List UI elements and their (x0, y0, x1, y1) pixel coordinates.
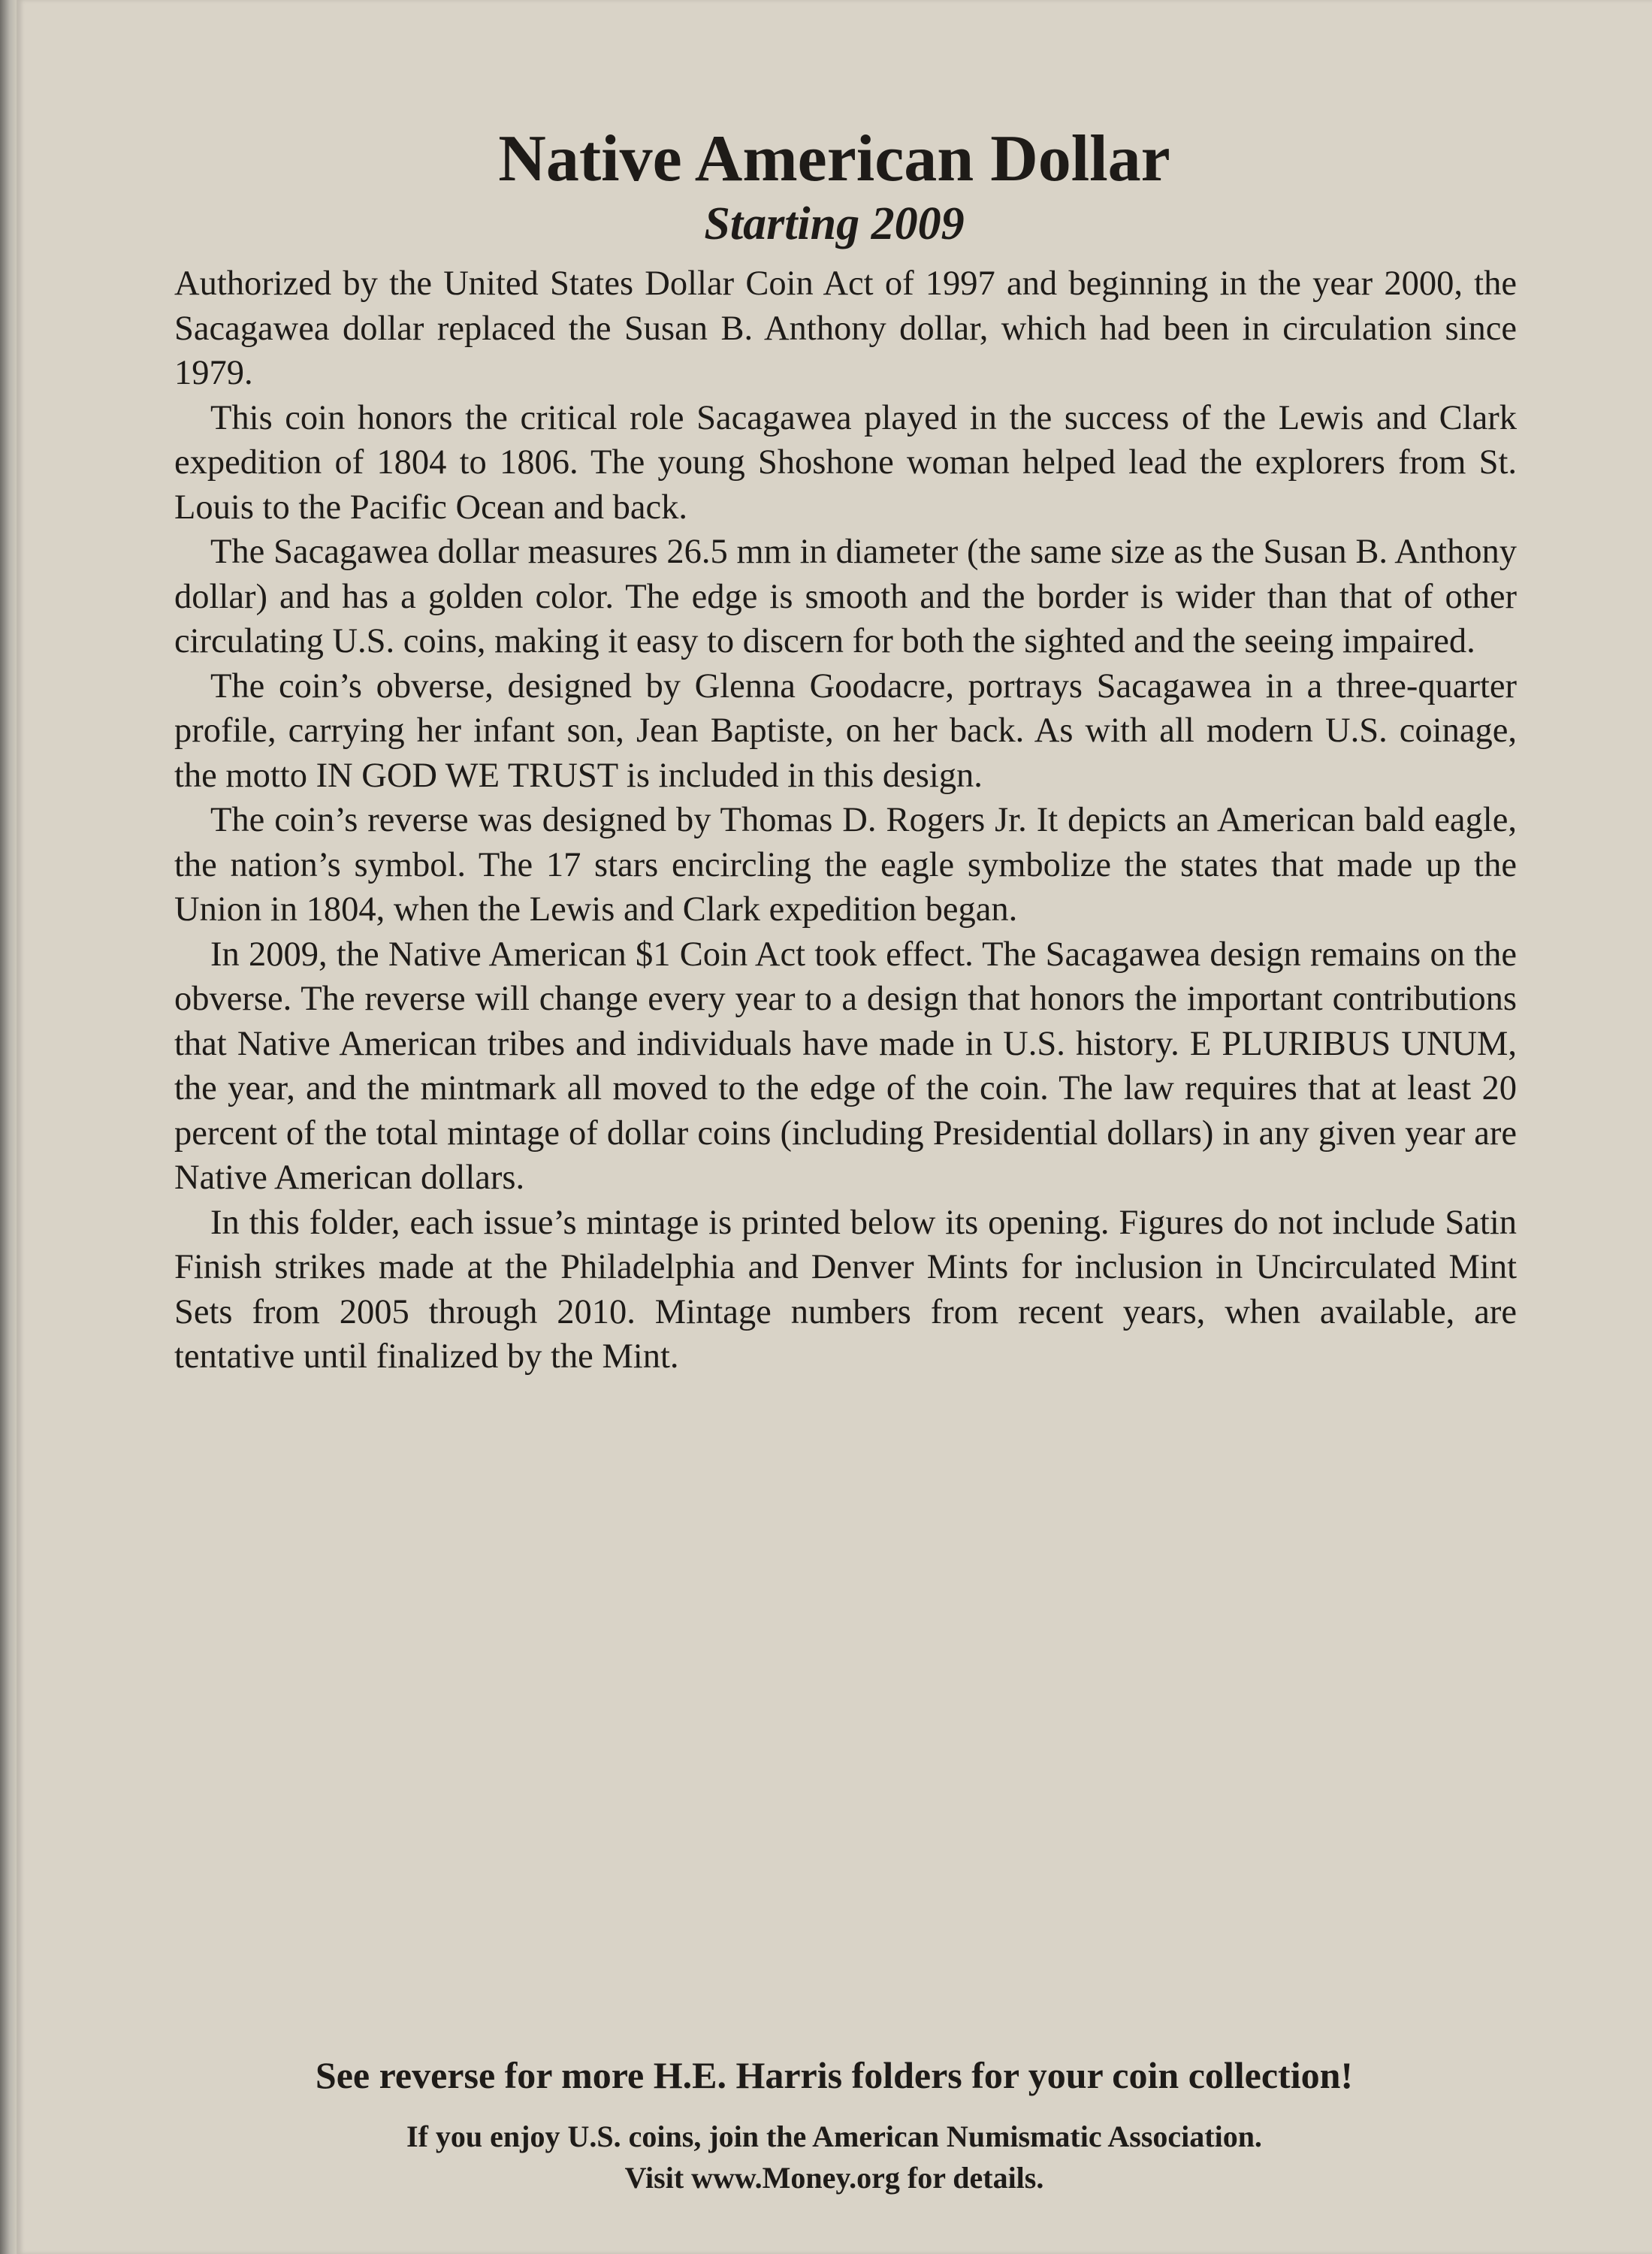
footer-website-note: Visit www.Money.org for details. (624, 2161, 1044, 2195)
paragraph-expedition: This coin honors the critical role Sacagawea played in the success of the Lewis and Clark expedition of 1804 to 1806. The young Shoshone woman helped lead the explorers from St. Louis to the Pacific Ocean and back. (174, 398, 1517, 527)
paragraph-obverse: The coin’s obverse, designed by Glenna Goodacre, portrays Sacagawea in a three-quarter profile, carrying her infant son, Jean Baptiste, on her back. As with all modern U.S. coinage, the motto IN GOD WE TRUST is included in this design. (174, 666, 1517, 795)
paragraph-authorization: Authorized by the United States Dollar Coin Act of 1997 and beginning in the year 2000, the Sacagawea dollar replaced the Susan B. Anthony dollar, which had been in circulation since 1979. (174, 264, 1517, 392)
paragraph-mintage: In this folder, each issue’s mintage is printed below its opening. Figures do not include Satin Finish strikes made at the Philadelphia and Denver Mints for inclusion in Uncirculated Mint Sets from 2005 through 2010. Mintage numbers from recent years, when available, are tentative until finalized by the Mint. (174, 1203, 1517, 1376)
footer-promo: See reverse for more H.E. Harris folders for your coin collection! (315, 2054, 1354, 2096)
page-title: Native American Dollar (498, 122, 1170, 195)
folder-back-page (17, 0, 1652, 2254)
folder-spine-edge (0, 0, 17, 2254)
body-text (174, 261, 1517, 1379)
footer-ana-note: If you enjoy U.S. coins, join the American Numismatic Association. (406, 2120, 1262, 2153)
paragraph-coin-act: In 2009, the Native American $1 Coin Act took effect. The Sacagawea design remains on the obverse. The reverse will change every year to a design that honors the important contributions that Native American tribes and individuals have made in U.S. history. E PLURIBUS UNUM, the year, and the mintmark all moved to the edge of the coin. The law requires that at least 20 percent of the total mintage of dollar coins (including Presidential dollars) in any given year are Native American dollars. (174, 935, 1517, 1197)
page-subtitle: Starting 2009 (704, 198, 965, 249)
paragraph-specifications: The Sacagawea dollar measures 26.5 mm in diameter (the same size as the Susan B. Anthony dollar) and has a golden color. The edge is smooth and the border is wider than that of other circulating U.S. coins, making it easy to discern for both the sighted and the seeing impaired. (174, 533, 1517, 660)
paragraph-reverse: The coin’s reverse was designed by Thomas D. Rogers Jr. It depicts an American bald eagle, the nation’s symbol. The 17 stars encircling the eagle symbolize the states that made up the Union in 1804, when the Lewis and Clark expedition began. (174, 801, 1517, 929)
